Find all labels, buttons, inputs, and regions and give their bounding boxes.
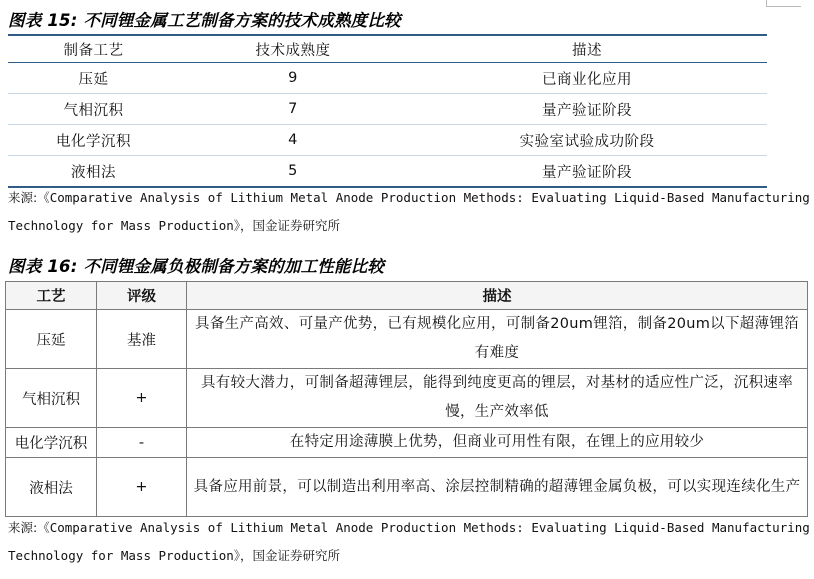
cell-process: 液相法	[6, 458, 97, 517]
cell-maturity: 4	[179, 125, 407, 156]
processing-performance-table	[5, 281, 808, 517]
cell-process: 液相法	[8, 156, 179, 188]
cell-rating: +	[97, 458, 187, 517]
table-row	[8, 156, 767, 188]
header-process: 制备工艺	[8, 35, 179, 63]
table-row	[6, 369, 808, 428]
cell-rating: +	[97, 369, 187, 428]
header-maturity: 技术成熟度	[179, 35, 407, 63]
table-header-row	[6, 282, 808, 310]
table-row	[8, 125, 767, 156]
cell-description: 具备生产高效、可量产优势，已有规模化应用，可制备20um锂箔，制备20um以下超薄锂箔有难度	[187, 310, 808, 369]
cell-process: 压延	[8, 63, 179, 94]
figure-15-title: 图表 15: 不同锂金属工艺制备方案的技术成熟度比较	[8, 11, 401, 30]
cell-process: 压延	[6, 310, 97, 369]
table-row	[6, 310, 808, 369]
cell-description: 已商业化应用	[407, 63, 767, 94]
figure-16-source	[8, 514, 808, 570]
figure-15-source	[8, 184, 808, 240]
source-title-line-2: Technology for Mass Production	[8, 218, 234, 233]
table-row	[6, 458, 808, 517]
cell-process: 电化学沉积	[8, 125, 179, 156]
header-process: 工艺	[6, 282, 97, 310]
cell-maturity: 5	[179, 156, 407, 188]
header-description: 描述	[187, 282, 808, 310]
cell-process: 电化学沉积	[6, 428, 97, 458]
source-title-line-1: Comparative Analysis of Lithium Metal Anode Production Methods: Evaluating Liquid-Based Manufacturing	[49, 190, 810, 205]
cell-process: 气相沉积	[6, 369, 97, 428]
source-title-line-1: Comparative Analysis of Lithium Metal Anode Production Methods: Evaluating Liquid-Based Manufacturing	[49, 520, 810, 535]
cell-description: 具有较大潜力，可制备超薄锂层，能得到纯度更高的锂层，对基材的适应性广泛，沉积速率慢，生产效率低	[187, 369, 808, 428]
cell-rating: -	[97, 428, 187, 458]
cell-rating: 基准	[97, 310, 187, 369]
cell-description: 实验室试验成功阶段	[407, 125, 767, 156]
cell-description: 量产验证阶段	[407, 156, 767, 188]
source-title-line-2: Technology for Mass Production	[8, 548, 234, 563]
table-header-row	[8, 35, 767, 63]
cell-maturity: 9	[179, 63, 407, 94]
cell-description: 具备应用前景，可以制造出利用率高、涂层控制精确的超薄锂金属负极，可以实现连续化生产	[187, 458, 808, 517]
figure-16-title: 图表 16: 不同锂金属负极制备方案的加工性能比较	[8, 257, 385, 276]
cell-maturity: 7	[179, 94, 407, 125]
cell-description: 在特定用途薄膜上优势，但商业可用性有限，在锂上的应用较少	[187, 428, 808, 458]
maturity-table	[8, 34, 767, 188]
source-prefix: 来源:《	[8, 190, 50, 205]
table-row	[8, 63, 767, 94]
source-suffix: 》，国金证券研究所	[233, 548, 341, 563]
header-description: 描述	[407, 35, 767, 63]
corner-mark	[766, 0, 801, 7]
cell-description: 量产验证阶段	[407, 94, 767, 125]
cell-process: 气相沉积	[8, 94, 179, 125]
source-prefix: 来源:《	[8, 520, 50, 535]
table-row	[6, 428, 808, 458]
source-suffix: 》，国金证券研究所	[233, 218, 341, 233]
header-rating: 评级	[97, 282, 187, 310]
table-row	[8, 94, 767, 125]
